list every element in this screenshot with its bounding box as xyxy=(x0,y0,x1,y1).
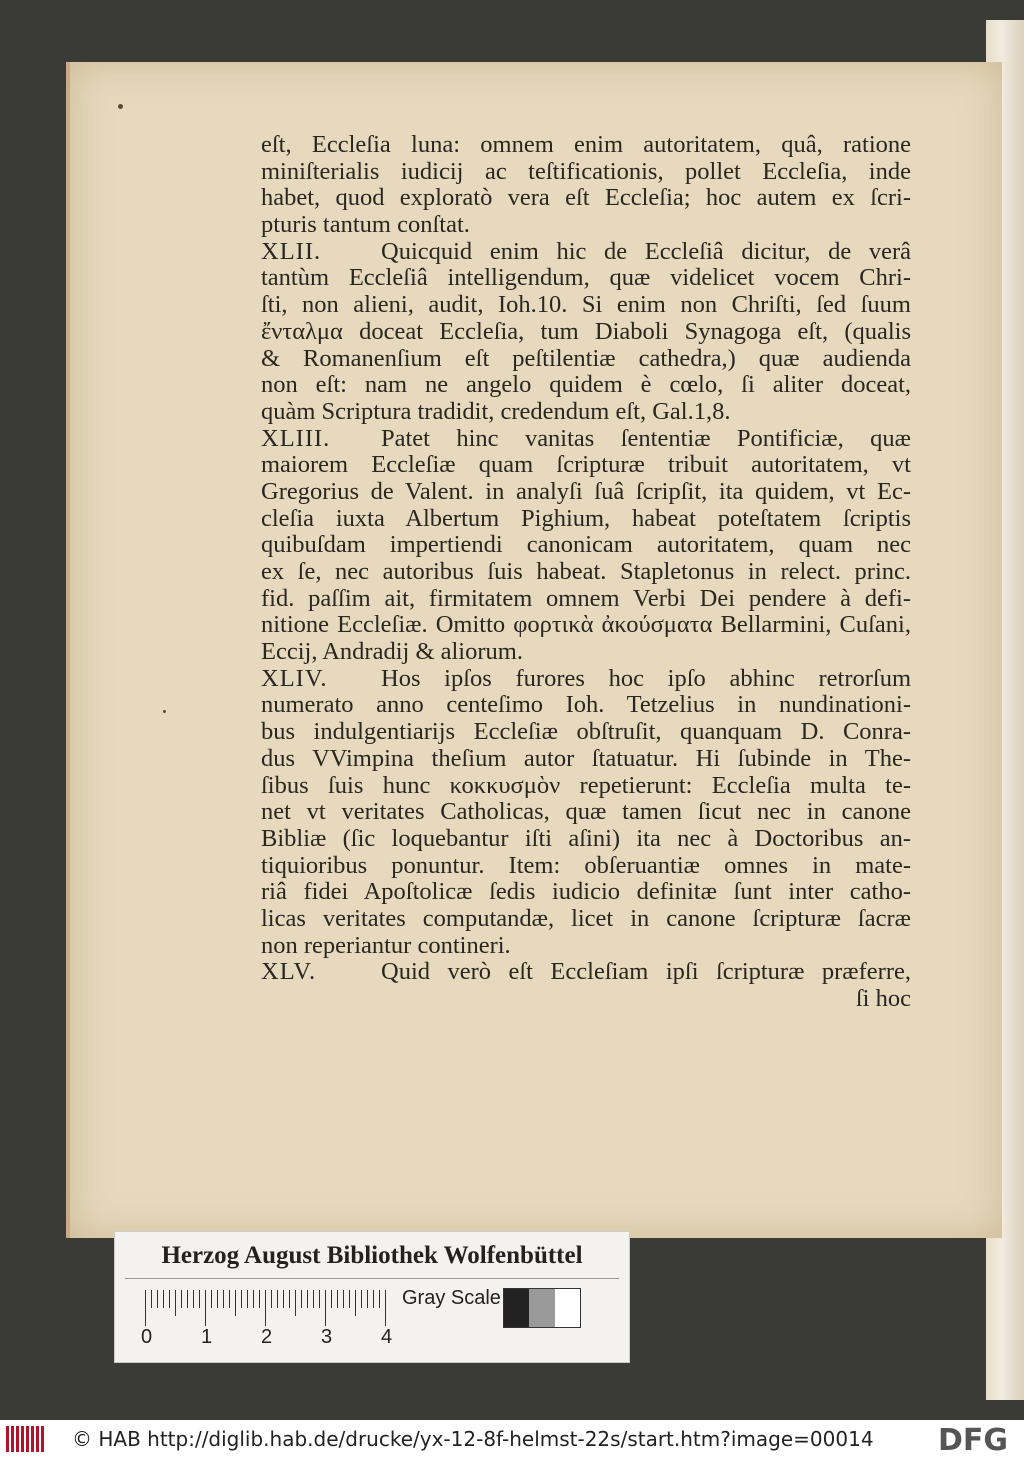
footer-url[interactable]: © HAB http://diglib.hab.de/drucke/yx-12-8f-helmst-22s/start.htm?image=00014 xyxy=(72,1427,874,1451)
line-text: Eccij, Andradij & aliorum. xyxy=(261,639,523,666)
text-line xyxy=(261,452,911,479)
text-line xyxy=(261,586,911,613)
barcode-bar xyxy=(6,1426,9,1452)
line-text: tiquioribus ponuntur. Item: obſeruantiæ omnes in mate- xyxy=(261,852,911,879)
text-line xyxy=(261,506,911,533)
text-line xyxy=(261,612,911,639)
dfg-logo: DFG xyxy=(938,1423,1009,1458)
text-line xyxy=(261,799,911,826)
ruler-tick xyxy=(325,1290,326,1326)
text-line xyxy=(261,906,911,933)
thesis-number: XLIV. xyxy=(261,665,328,692)
line-text: non eſt: nam ne angelo quidem è cœlo, ſi aliter doceat, xyxy=(261,372,911,399)
line-text: numerato anno centeſimo Ioh. Tetzelius in nundinationi- xyxy=(261,692,911,719)
ruler-number: 0 xyxy=(141,1326,153,1348)
line-text: quibuſdam impertiendi canonicam autoritatem, quam nec xyxy=(261,532,911,559)
ruler-tick xyxy=(355,1290,356,1316)
ruler-tick xyxy=(145,1290,146,1326)
ruler-tick xyxy=(301,1290,302,1308)
text-line xyxy=(261,826,911,853)
text-line xyxy=(261,159,911,186)
ruler-tick xyxy=(373,1290,374,1308)
line-text: miniſterialis iudicij ac teſtificationis, pollet Eccleſia, inde xyxy=(261,158,911,185)
paper-speck xyxy=(163,710,166,713)
barcode-icon xyxy=(6,1426,46,1452)
line-text: non reperiantur contineri. xyxy=(261,932,511,959)
ruler-tick xyxy=(163,1290,164,1308)
text-line xyxy=(261,265,911,292)
line-text: ex ſe, nec autoribus ſuis habeat. Stapletonus in relect. princ. xyxy=(261,559,911,585)
ruler-tick xyxy=(319,1290,320,1308)
line-text: Hos ipſos furores hoc ipſo abhinc retrorſum xyxy=(381,665,911,692)
ruler-tick xyxy=(331,1290,332,1308)
text-line xyxy=(261,933,911,960)
ruler-tick xyxy=(151,1290,152,1308)
line-text: Quicquid enim hic de Eccleſiâ dicitur, de verâ xyxy=(381,238,911,265)
line-text: Quid verò eſt Eccleſiam ipſi ſcripturæ præferre, xyxy=(381,959,911,986)
ruler-tick xyxy=(283,1290,284,1308)
thesis-number: XLV. xyxy=(261,959,317,986)
line-text: cleſia iuxta Albertum Pighium, habeat poteſtatem ſcriptis xyxy=(261,505,911,532)
text-line xyxy=(261,346,911,373)
ruler-tick xyxy=(247,1290,248,1308)
ruler-tick xyxy=(217,1290,218,1308)
line-text: bus indulgentiarijs Eccleſiæ obſtruſit, quanquam D. Conra- xyxy=(261,719,911,746)
line-text: dus VVimpina theſium autor ſtatuatur. Hi ſubinde in The- xyxy=(261,745,911,772)
ruler-tick xyxy=(313,1290,314,1308)
library-name: Herzog August Bibliothek Wolfenbüttel xyxy=(161,1242,583,1269)
text-line xyxy=(261,666,911,693)
text-line xyxy=(261,426,911,453)
line-text: licas veritates computandæ, licet in canone ſcripturæ ſacræ xyxy=(261,905,911,932)
line-text: maiorem Eccleſiæ quam ſcripturæ tribuit autoritatem, vt xyxy=(261,452,911,479)
text-line xyxy=(261,719,911,746)
gray-swatch xyxy=(529,1289,554,1327)
line-text: & Romanenſium eſt peſtilentiæ cathedra,) quæ audienda xyxy=(261,345,911,372)
ruler-tick xyxy=(205,1290,206,1326)
line-text: ſti, non alieni, audit, Ioh.10. Si enim non Chriſti, ſed ſuum xyxy=(261,292,911,319)
ruler-tick xyxy=(265,1290,266,1326)
text-line xyxy=(261,372,911,399)
text-line xyxy=(261,319,911,346)
thesis-number: XLII. xyxy=(261,238,322,265)
ruler-tick xyxy=(235,1290,236,1316)
ruler-tick xyxy=(241,1290,242,1308)
ruler-tick xyxy=(259,1290,260,1308)
text-line xyxy=(261,879,911,906)
text-line xyxy=(261,559,911,586)
book-page xyxy=(66,62,1002,1238)
barcode-bar xyxy=(36,1426,39,1452)
line-text: ἔνταλμα doceat Eccleſia, tum Diaboli Synagoga eſt, (qualis xyxy=(261,318,911,345)
ruler-tick xyxy=(199,1290,200,1308)
catchword: ſi hoc xyxy=(855,986,911,1012)
text-line xyxy=(261,132,911,159)
line-text: Bibliæ (ſic loquebantur iſti aſini) ita nec à Doctoribus an- xyxy=(261,825,911,852)
ruler-tick xyxy=(187,1290,188,1308)
barcode-bar xyxy=(16,1426,19,1452)
ruler-tick xyxy=(343,1290,344,1308)
text-line xyxy=(261,292,911,319)
line-text: eſt, Eccleſia luna: omnem enim autoritatem, quâ, ratione xyxy=(261,132,911,158)
ruler-tick xyxy=(295,1290,296,1316)
line-text: Gregorius de Valent. in analyſi ſuâ ſcripſit, ita quidem, vt Ec- xyxy=(261,478,911,505)
page-text xyxy=(261,132,911,1013)
text-line xyxy=(261,399,911,426)
text-line xyxy=(261,532,911,559)
text-line xyxy=(261,746,911,773)
ruler-number: 2 xyxy=(261,1326,273,1348)
ruler-tick xyxy=(307,1290,308,1308)
line-text: net vt veritates Catholicas, quæ tamen ſicut nec in canone xyxy=(261,799,911,826)
line-text: tantùm Eccleſiâ intelligendum, quæ videlicet vocem Chri- xyxy=(261,265,911,292)
ruler-tick xyxy=(385,1290,386,1326)
barcode-bar xyxy=(26,1426,29,1452)
ruler-tick xyxy=(211,1290,212,1308)
ruler-tick xyxy=(229,1290,230,1308)
barcode-bar xyxy=(31,1426,34,1452)
thesis-number: XLIII. xyxy=(261,425,331,452)
ruler-tick xyxy=(349,1290,350,1308)
barcode-bar xyxy=(21,1426,24,1452)
text-line xyxy=(261,692,911,719)
ruler-tick xyxy=(277,1290,278,1308)
ruler-tick xyxy=(367,1290,368,1308)
line-text: riâ fidei Apoſtolicæ ſedis iudicio definitæ ſunt inter catho- xyxy=(261,879,911,906)
ruler-tick xyxy=(253,1290,254,1308)
ruler-tick xyxy=(223,1290,224,1308)
text-line xyxy=(261,212,911,239)
line-text: quàm Scriptura tradidit, credendum eſt, Gal.1,8. xyxy=(261,398,731,425)
barcode-bar xyxy=(11,1426,14,1452)
text-line xyxy=(261,959,911,986)
ruler-separator xyxy=(125,1278,619,1279)
line-text: Patet hinc vanitas ſententiæ Pontificiæ, quæ xyxy=(381,425,911,452)
ruler-tick xyxy=(271,1290,272,1308)
ruler-number: 3 xyxy=(321,1326,333,1348)
line-text: nitione Eccleſiæ. Omitto φορτικὰ ἀκούσματα Bellarmini, Cuſani, xyxy=(261,612,911,639)
ruler-tick xyxy=(379,1290,380,1308)
text-line xyxy=(261,239,911,266)
text-line xyxy=(261,479,911,506)
text-line xyxy=(261,853,911,880)
ruler-tick xyxy=(193,1290,194,1308)
barcode-bar xyxy=(41,1426,44,1452)
line-text: pturis tantum conſtat. xyxy=(261,212,470,239)
ruler-tick xyxy=(175,1290,176,1316)
paper-speck xyxy=(118,104,123,109)
ruler-ticks xyxy=(145,1290,390,1326)
text-line xyxy=(261,639,911,666)
ruler-number: 1 xyxy=(201,1326,213,1348)
ruler-tick xyxy=(181,1290,182,1308)
ruler-tick xyxy=(169,1290,170,1308)
gray-scale-label: Gray Scale xyxy=(402,1287,501,1309)
ruler-tick xyxy=(289,1290,290,1308)
line-text: habet, quod exploratò vera eſt Eccleſia; hoc autem ex ſcri- xyxy=(261,185,911,212)
ruler-tick xyxy=(361,1290,362,1308)
line-text: ſibus ſuis hunc κοκκυσμὸν repetierunt: Eccleſia multa te- xyxy=(261,772,911,799)
gray-swatch xyxy=(555,1289,580,1327)
footer-bar xyxy=(0,1420,1024,1459)
text-line xyxy=(261,773,911,800)
line-text: fid. paſſim ait, firmitatem omnem Verbi Dei pendere à defi- xyxy=(261,585,911,612)
text-line xyxy=(261,185,911,212)
ruler-tick xyxy=(337,1290,338,1308)
ruler-tick xyxy=(157,1290,158,1308)
ruler-number: 4 xyxy=(381,1326,393,1348)
gray-swatch xyxy=(504,1289,529,1327)
color-ruler-card xyxy=(114,1231,630,1363)
gray-scale-swatch xyxy=(503,1288,581,1328)
